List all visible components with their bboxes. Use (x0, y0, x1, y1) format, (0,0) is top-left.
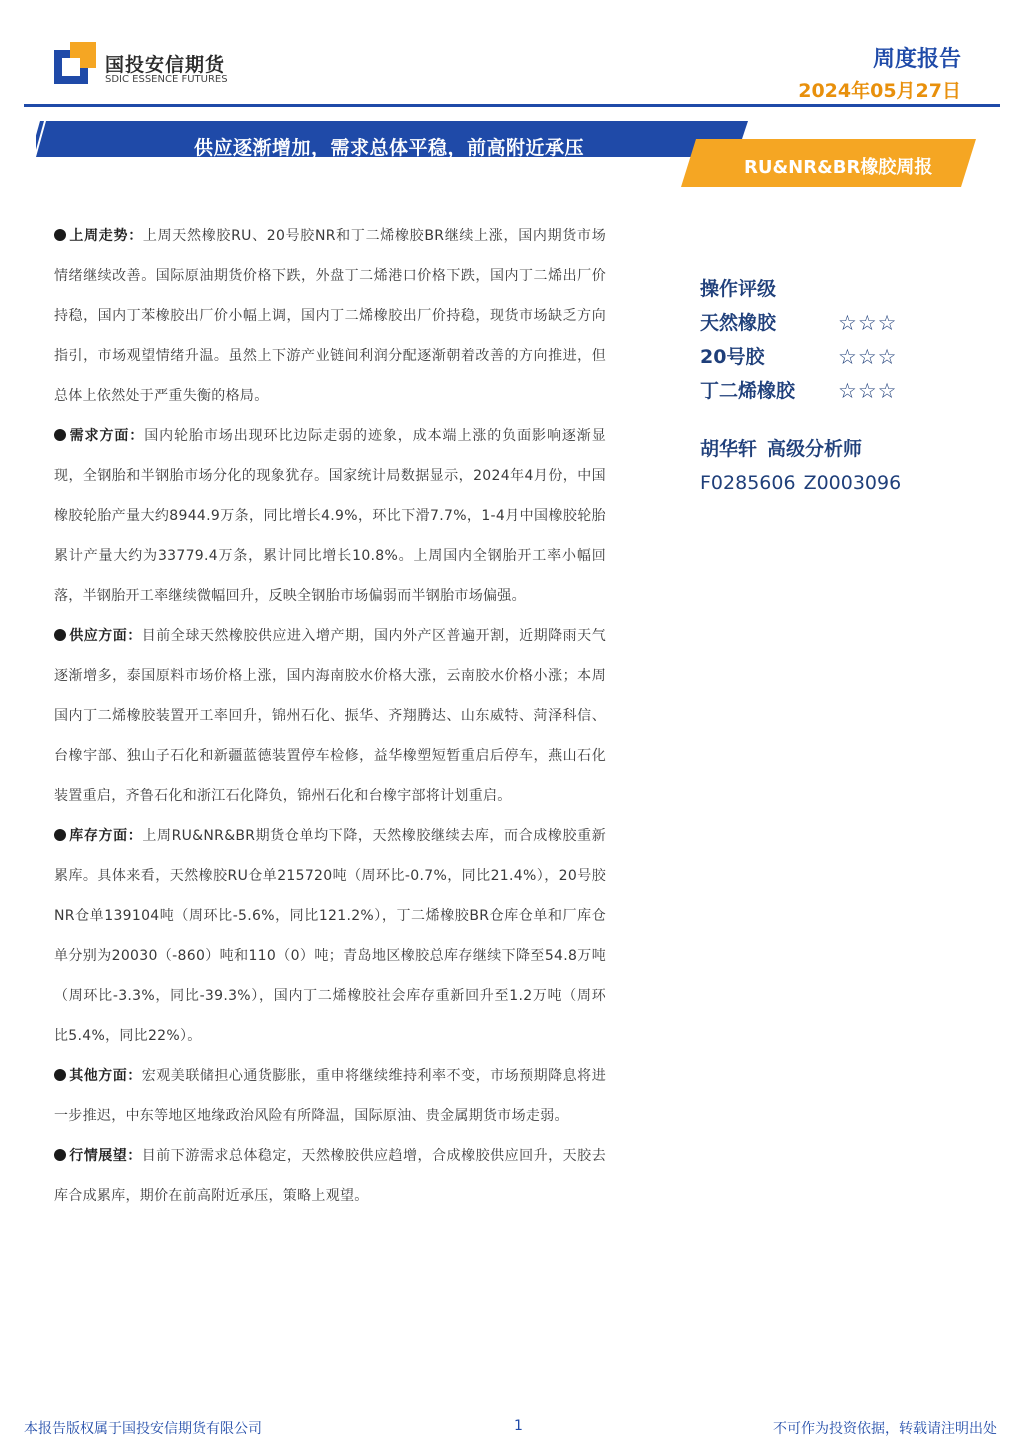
report-body (54, 216, 606, 1216)
page-number: 1 (514, 1418, 523, 1434)
report-date: 2024年05月27日 (798, 80, 961, 102)
paragraph-text: 上周天然橡胶RU、20号胶NR和丁二烯橡胶BR继续上涨，国内期货市场情绪继续改善。国际原油期货价格下跌，外盘丁二烯港口价格下跌，国内丁二烯出厂价持稳，国内丁苯橡胶出厂价小幅上调，国内丁二烯橡胶出厂价持稳，现货市场缺乏方向指引，市场观望情绪升温。虽然上下游产业链间利润分配逐渐朝着改善的方向推进，但总体上依然处于严重失衡的格局。 (54, 228, 606, 404)
banner-title: 供应逐渐增加，需求总体平稳，前高附近承压 (194, 137, 585, 159)
analyst-title: 高级分析师 (767, 438, 863, 460)
paragraph-label: 库存方面： (69, 828, 143, 844)
rating-stars-icon: ☆☆☆ (838, 379, 898, 403)
paragraph-weekly-trend (54, 216, 606, 416)
rating-name: 20号胶 (700, 346, 765, 368)
bullet-icon (54, 829, 66, 841)
rating-row (700, 306, 960, 340)
logo-text-cn: 国投安信期货 (105, 54, 226, 76)
paragraph-label: 供应方面： (69, 628, 142, 644)
paragraph-supply (54, 616, 606, 816)
page-footer (0, 1416, 1025, 1440)
rating-panel (700, 272, 960, 500)
analyst-name: 胡华轩 (700, 438, 758, 460)
paragraph-inventory (54, 816, 606, 1056)
rating-row (700, 374, 960, 408)
paragraph-text: 目前全球天然橡胶供应进入增产期，国内外产区普遍开割，近期降雨天气逐渐增多，泰国原料市场价格上涨，国内海南胶水价格大涨，云南胶水价格小涨；本周国内丁二烯橡胶装置开工率回升，锦州石化、振华、齐翔腾达、山东威特、菏泽科信、台橡宇部、独山子石化和新疆蓝德装置停车检修，益华橡塑短暂重启后停车，燕山石化装置重启，齐鲁石化和浙江石化降负，锦州石化和台橡宇部将计划重启。 (54, 628, 606, 804)
paragraph-text: 宏观美联储担心通货膨胀，重申将继续维持利率不变，市场预期降息将进一步推迟，中东等地区地缘政治风险有所降温，国际原油、贵金属期货市场走弱。 (54, 1068, 606, 1124)
header-divider (24, 104, 1000, 107)
paragraph-demand (54, 416, 606, 616)
rating-row (700, 340, 960, 374)
certificate-number: F0285606 (700, 472, 796, 494)
rating-stars-icon: ☆☆☆ (838, 345, 898, 369)
rating-name: 丁二烯橡胶 (700, 380, 796, 402)
footer-disclaimer: 不可作为投资依据，转载请注明出处 (773, 1421, 997, 1437)
paragraph-label: 其他方面： (69, 1068, 142, 1084)
certificate-number: Z0003096 (803, 472, 902, 494)
bullet-icon (54, 629, 66, 641)
paragraph-outlook (54, 1136, 606, 1216)
paragraph-label: 上周走势： (69, 228, 143, 244)
bullet-icon (54, 429, 66, 441)
rating-title: 操作评级 (700, 278, 777, 300)
bullet-icon (54, 1069, 66, 1081)
analyst-certificates (700, 466, 960, 500)
rating-stars-icon: ☆☆☆ (838, 311, 898, 335)
bullet-icon (54, 1149, 66, 1161)
paragraph-text: 上周RU&NR&BR期货仓单均下降，天然橡胶继续去库，而合成橡胶重新累库。具体来看，天然橡胶RU仓单215720吨（周环比-0.7%，同比21.4%），20号胶NR仓单139104吨（周环比-5.6%，同比121.2%），丁二烯橡胶BR仓库仓单和厂库仓单分别为20030（-860）吨和110（0）吨；青岛地区橡胶总库存继续下降至54.8万吨（周环比-3.3%，同比-39.3%），国内丁二烯橡胶社会库存重新回升至1.2万吨（周环比5.4%，同比22%）。 (54, 828, 607, 1044)
banner-subtitle: RU&NR&BR橡胶周报 (744, 157, 933, 178)
paragraph-text: 目前下游需求总体稳定，天然橡胶供应趋增，合成橡胶供应回升，天胶去库合成累库，期价在前高附近承压，策略上观望。 (54, 1148, 606, 1204)
paragraph-other (54, 1056, 606, 1136)
analyst-info (700, 432, 960, 466)
bullet-icon (54, 229, 66, 241)
footer-copyright: 本报告版权属于国投安信期货有限公司 (24, 1421, 262, 1437)
logo-text-en: SDIC ESSENCE FUTURES (105, 74, 228, 85)
paragraph-label: 需求方面： (69, 428, 145, 444)
report-type: 周度报告 (872, 47, 961, 72)
paragraph-label: 行情展望： (69, 1148, 142, 1164)
paragraph-text: 国内轮胎市场出现环比边际走弱的迹象，成本端上涨的负面影响逐渐显现，全钢胎和半钢胎市场分化的现象犹存。国家统计局数据显示，2024年4月份，中国橡胶轮胎产量大约8944.9万条，同比增长4.9%，环比下滑7.7%，1-4月中国橡胶轮胎累计产量大约为33779.4万条，累计同比增长10.8%。上周国内全钢胎开工率小幅回落，半钢胎开工率继续微幅回升，反映全钢胎市场偏弱而半钢胎市场偏强。 (54, 428, 606, 604)
logo-mark-icon (54, 42, 96, 84)
rating-name: 天然橡胶 (700, 312, 777, 334)
